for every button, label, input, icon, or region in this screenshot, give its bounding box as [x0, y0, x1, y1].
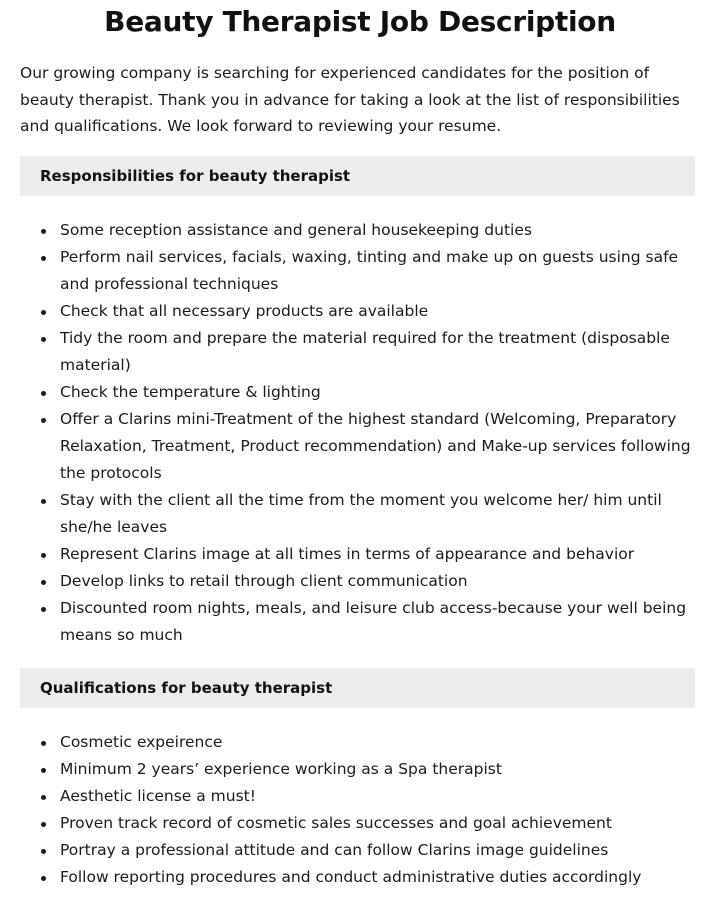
list-item: Some reception assistance and general housekeeping duties: [20, 217, 700, 244]
list-item: Tidy the room and prepare the material required for the treatment (disposable material): [20, 325, 700, 379]
page-title: Beauty Therapist Job Description: [104, 5, 616, 38]
list-item: Check that all necessary products are available: [20, 298, 700, 325]
list-item: Follow reporting procedures and conduct administrative duties accordingly: [20, 864, 700, 891]
list-item: Aesthetic license a must!: [20, 783, 700, 810]
list-item: Perform nail services, facials, waxing, tinting and make up on guests using safe and professional techniques: [20, 244, 700, 298]
list-item: Check the temperature & lighting: [20, 379, 700, 406]
list-item: Proven track record of cosmetic sales successes and goal achievement: [20, 810, 700, 837]
list-item: Cosmetic expeirence: [20, 729, 700, 756]
list-item: Develop links to retail through client communication: [20, 568, 700, 595]
list-item: Offer a Clarins mini-Treatment of the highest standard (Welcoming, Preparatory Relaxation, Treatment, Product recommendation) and Make-up services following the protocols: [20, 406, 700, 487]
responsibilities-list: [20, 217, 700, 649]
list-item: Portray a professional attitude and can follow Clarins image guidelines: [20, 837, 700, 864]
list-item: Minimum 2 years’ experience working as a Spa therapist: [20, 756, 700, 783]
qualifications-list: [20, 729, 700, 891]
responsibilities-heading: Responsibilities for beauty therapist: [20, 156, 695, 196]
list-item: Represent Clarins image at all times in terms of appearance and behavior: [20, 541, 700, 568]
qualifications-heading: Qualifications for beauty therapist: [20, 668, 695, 708]
intro-paragraph: Our growing company is searching for experienced candidates for the position of beauty therapist. Thank you in advance for taking a look at the list of responsibilities and qualifications. We look forward to reviewing your resume.: [20, 64, 680, 136]
list-item: Stay with the client all the time from the moment you welcome her/ him until she/he leaves: [20, 487, 700, 541]
list-item: Discounted room nights, meals, and leisure club access-because your well being means so much: [20, 595, 700, 649]
